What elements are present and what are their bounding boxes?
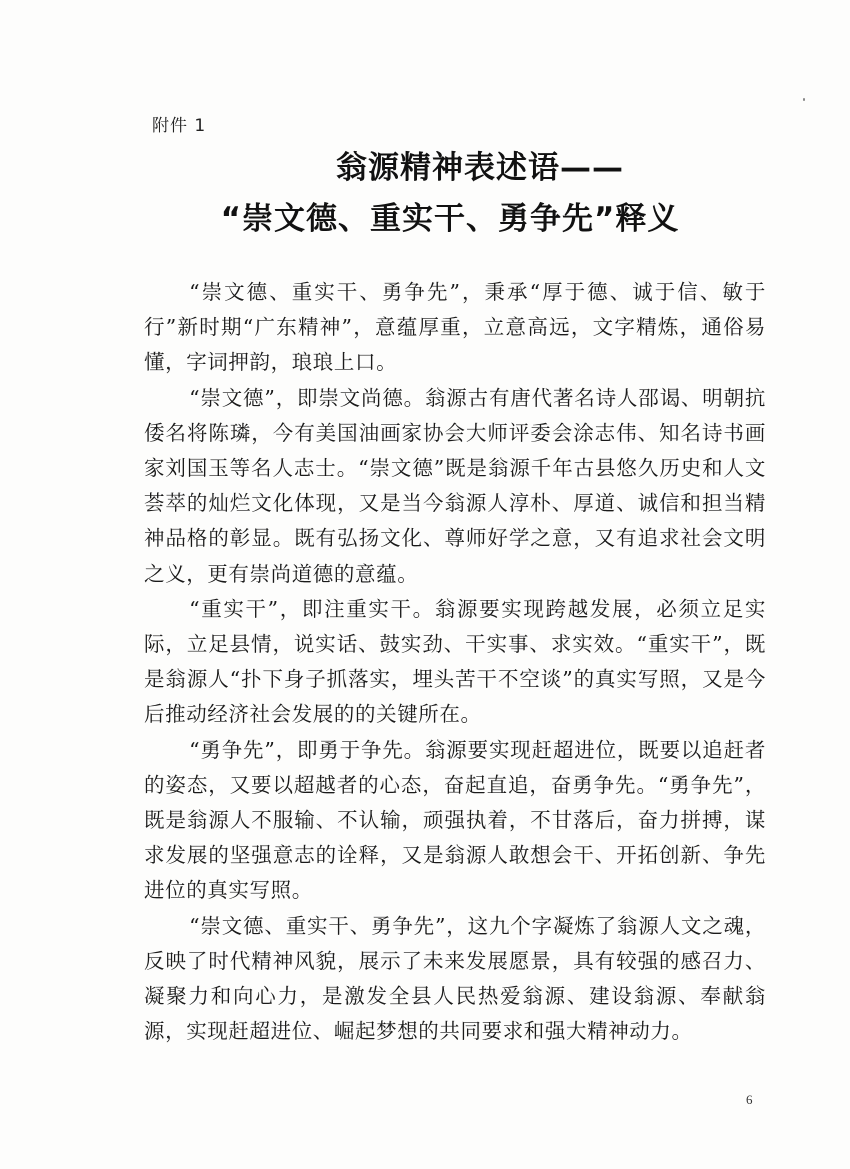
- paragraph-zhong-shi-gan: “重实干”，即注重实干。翁源要实现跨越发展，必须立足实际，立足县情，说实话、鼓实劲、干实事、求实效。“重实干”，既是翁源人“扑下身子抓落实，埋头苦干不空谈”的真实写照，又是今后推动经济社会发展的的关键所在。: [144, 596, 766, 727]
- paragraph-intro: “崇文德、重实干、勇争先”，秉承“厚于德、诚于信、敏于行”新时期“广东精神”，意蕴厚重，立意高远，文字精炼，通俗易懂，字词押韵，琅琅上口。: [144, 280, 766, 375]
- document-title-line-2: “崇文德、重实干、勇争先”释义: [220, 201, 680, 237]
- paragraph-yong-zheng-xian: “勇争先”，即勇于争先。翁源要实现赶超进位，既要以追赶者的姿态，又要以超越者的心态，奋起直追，奋勇争先。“勇争先”，既是翁源人不服输、不认输，顽强执着，不甘落后，奋力拼搏，谋求发展的坚强意志的诠释，又是翁源人敢想会干、开拓创新、争先进位的真实写照。: [144, 737, 766, 903]
- scan-speck: [803, 98, 805, 101]
- paragraph-chong-wen-de: “崇文德”，即崇文尚德。翁源古有唐代著名诗人邵谒、明朝抗倭名将陈璘，今有美国油画家协会大师评委会涂志伟、知名诗书画家刘国玉等名人志士。“崇文德”既是翁源千年古县悠久历史和人文荟萃的灿烂文化体现，又是当今翁源人淳朴、厚道、诚信和担当精神品格的彰显。既有弘扬文化、尊师好学之意，又有追求社会文明之义，更有崇尚道德的意蕴。: [144, 385, 766, 586]
- page-number: 6: [746, 1092, 753, 1107]
- document-body: [144, 275, 766, 1049]
- paragraph-conclusion: “崇文德、重实干、勇争先”，这九个字凝炼了翁源人文之魂，反映了时代精神风貌，展示了未来发展愿景，具有较强的感召力、凝聚力和向心力，是激发全县人民热爱翁源、建设翁源、奉献翁源，实现赶超进位、崛起梦想的共同要求和强大精神动力。: [144, 913, 766, 1044]
- attachment-label: 附件 1: [152, 116, 207, 136]
- document-title-line-1: 翁源精神表述语——: [336, 150, 624, 186]
